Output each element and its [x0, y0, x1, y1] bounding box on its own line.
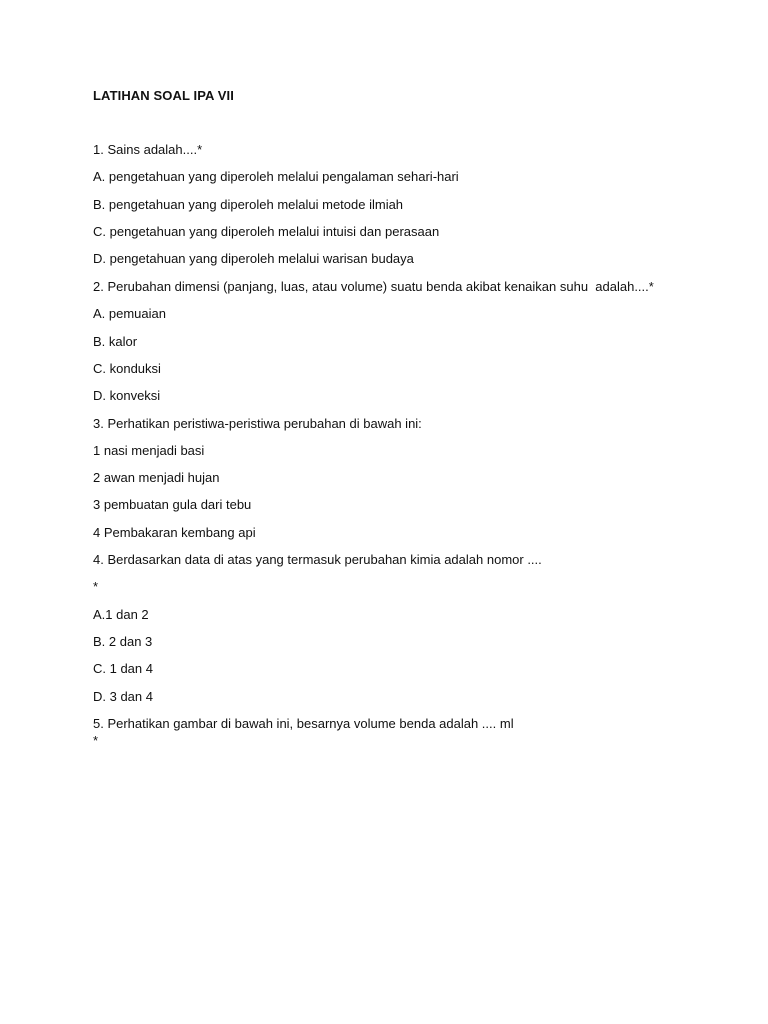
question-2-option-d: D. konveksi [93, 388, 161, 403]
question-2-option-c: C. konduksi [93, 361, 161, 376]
question-3-text: 3. Perhatikan peristiwa-peristiwa perubahan di bawah ini: [93, 416, 422, 431]
question-5-required-mark: * [93, 733, 99, 748]
question-2-text: 2. Perubahan dimensi (panjang, luas, atau volume) suatu benda akibat kenaikan suhu adalah....* [93, 279, 654, 294]
event-item-3: 3 pembuatan gula dari tebu [93, 497, 252, 512]
question-2-option-a: A. pemuaian [93, 306, 166, 321]
question-4-option-d: D. 3 dan 4 [93, 689, 153, 704]
question-4-text: 4. Berdasarkan data di atas yang termasuk perubahan kimia adalah nomor .... [93, 552, 542, 567]
question-4-option-c: C. 1 dan 4 [93, 661, 153, 676]
question-1-option-c: C. pengetahuan yang diperoleh melalui intuisi dan perasaan [93, 224, 440, 239]
question-5-text: 5. Perhatikan gambar di bawah ini, besarnya volume benda adalah .... ml [93, 716, 514, 731]
document-title: LATIHAN SOAL IPA VII [93, 88, 234, 103]
question-4-required-mark: * [93, 579, 99, 594]
event-item-2: 2 awan menjadi hujan [93, 470, 220, 485]
event-item-1: 1 nasi menjadi basi [93, 443, 205, 458]
question-4-option-a: A.1 dan 2 [93, 607, 149, 622]
question-1-text: 1. Sains adalah....* [93, 142, 203, 157]
question-1-option-a: A. pengetahuan yang diperoleh melalui pengalaman sehari-hari [93, 169, 459, 184]
question-2-option-b: B. kalor [93, 334, 138, 349]
question-4-option-b: B. 2 dan 3 [93, 634, 153, 649]
question-1-option-b: B. pengetahuan yang diperoleh melalui metode ilmiah [93, 197, 404, 212]
event-item-4: 4 Pembakaran kembang api [93, 525, 256, 540]
question-1-option-d: D. pengetahuan yang diperoleh melalui warisan budaya [93, 251, 414, 266]
